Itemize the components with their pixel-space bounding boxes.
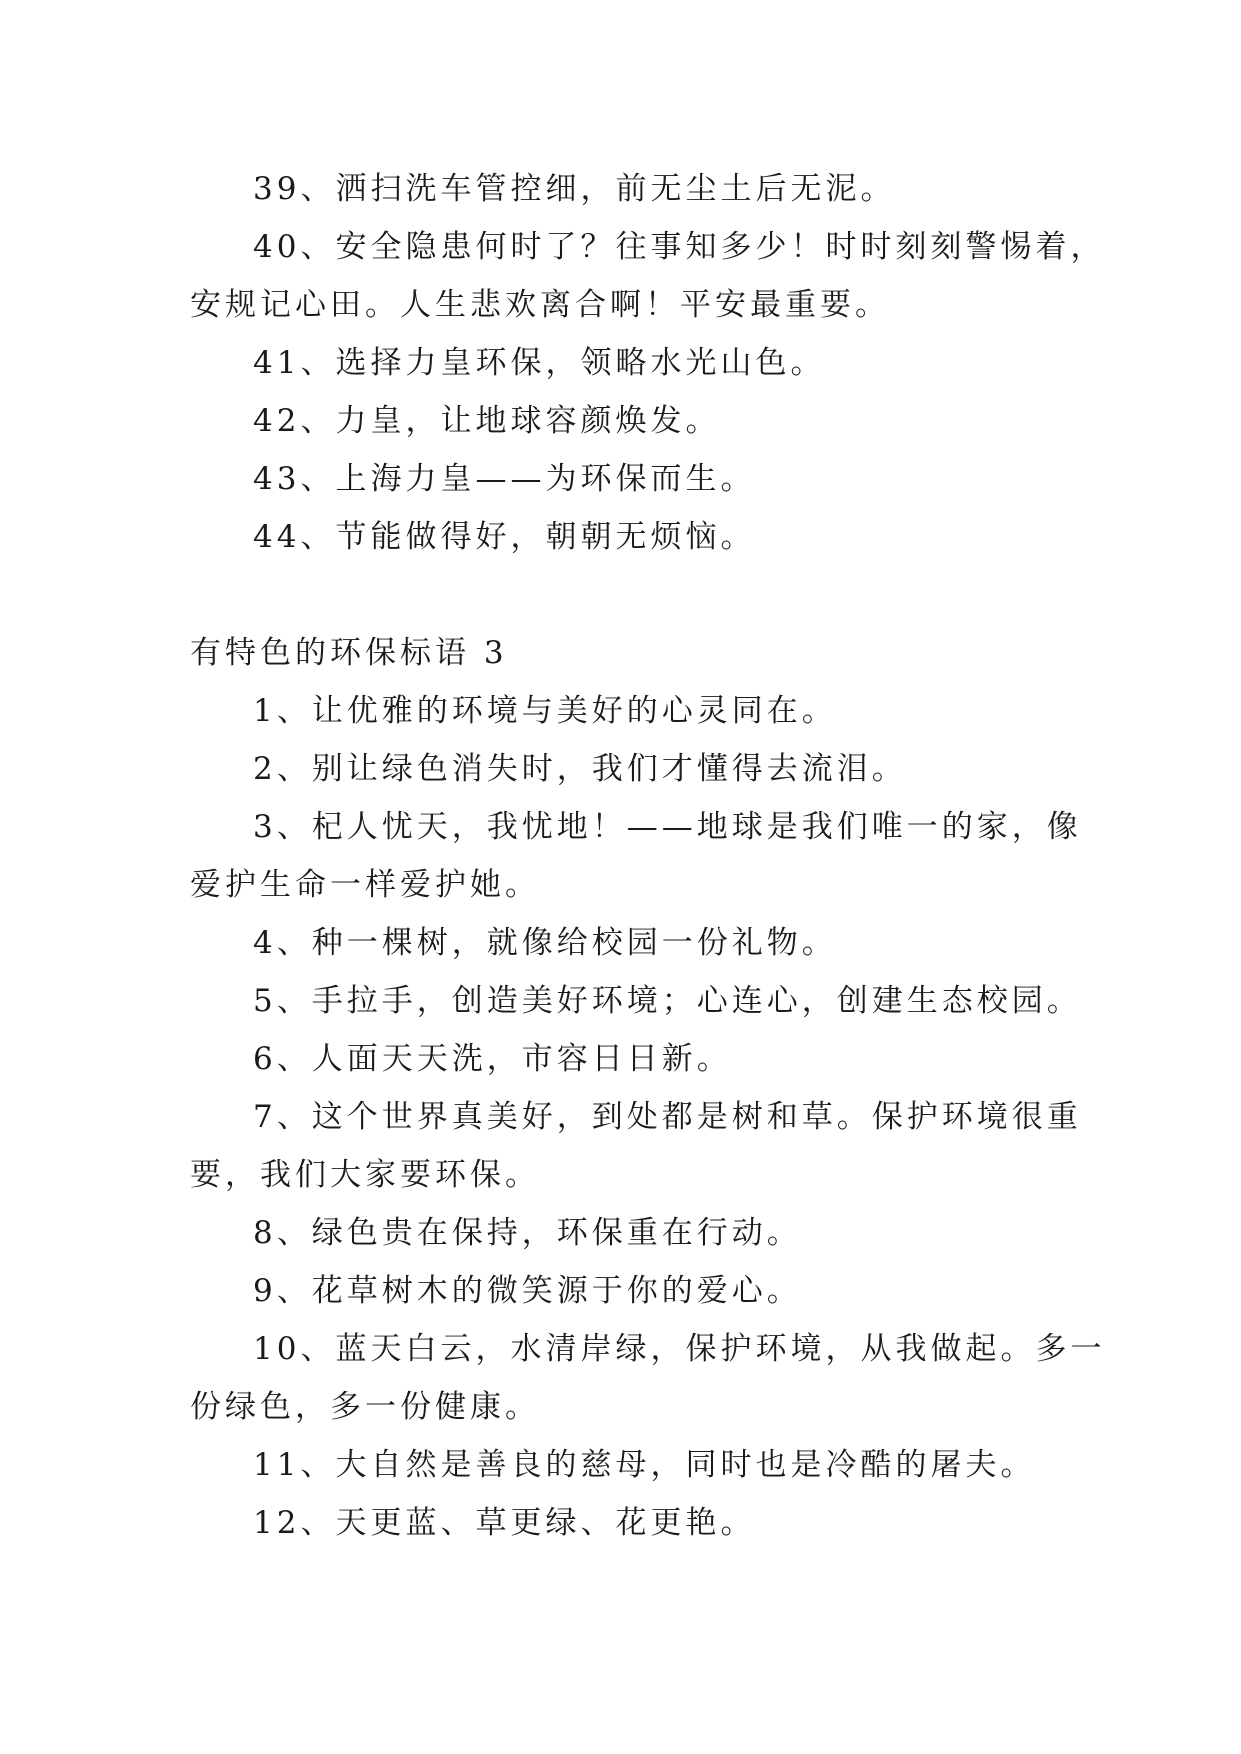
item-9: 9、花草树木的微笑源于你的爱心。 [253,1273,802,1309]
item-10-line-1: 10、蓝天白云，水清岸绿，保护环境，从我做起。多一 [253,1331,1106,1367]
document-body [190,160,1106,1552]
item-7-line-2: 要，我们大家要环保。 [190,1157,540,1193]
item-41: 41、选择力皇环保，领略水光山色。 [253,345,826,381]
item-3-line-2: 爱护生命一样爱护她。 [190,867,540,903]
item-40-line-2: 安规记心田。人生悲欢离合啊！平安最重要。 [190,287,890,323]
item-11: 11、大自然是善良的慈母，同时也是冷酷的屠夫。 [253,1447,1036,1483]
section-gap [190,566,1070,624]
item-8: 8、绿色贵在保持，环保重在行动。 [253,1215,802,1251]
item-44: 44、节能做得好，朝朝无烦恼。 [253,519,756,555]
section-heading: 有特色的环保标语 3 [190,635,508,671]
item-1: 1、让优雅的环境与美好的心灵同在。 [253,693,837,729]
item-40-line-1: 40、安全隐患何时了？往事知多少！时时刻刻警惕着， [253,229,1106,265]
item-10-line-2: 份绿色，多一份健康。 [190,1389,540,1425]
item-2: 2、别让绿色消失时，我们才懂得去流泪。 [253,751,907,787]
item-6: 6、人面天天洗，市容日日新。 [253,1041,732,1077]
item-42: 42、力皇，让地球容颜焕发。 [253,403,721,439]
item-5: 5、手拉手，创造美好环境；心连心，创建生态校园。 [253,983,1082,1019]
item-4: 4、种一棵树，就像给校园一份礼物。 [253,925,837,961]
item-7-line-1: 7、这个世界真美好，到处都是树和草。保护环境很重 [253,1099,1082,1135]
item-12: 12、天更蓝、草更绿、花更艳。 [253,1505,756,1541]
item-3-line-1: 3、杞人忧天，我忧地！——地球是我们唯一的家，像 [253,809,1082,845]
item-39: 39、洒扫洗车管控细，前无尘土后无泥。 [253,171,896,207]
item-43: 43、上海力皇——为环保而生。 [253,461,756,497]
